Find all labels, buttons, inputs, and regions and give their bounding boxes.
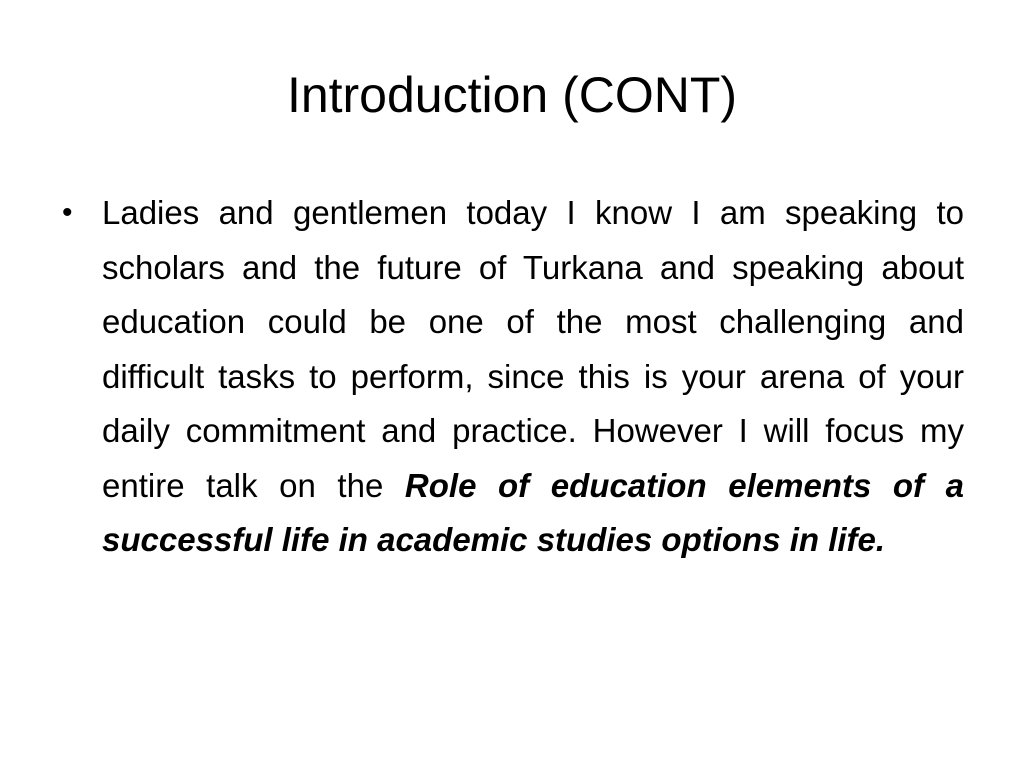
bullet-list bbox=[60, 186, 964, 568]
bullet-text: Ladies and gentlemen today I know I am speaking to scholars and the future of Turkana and speaking about education could be one of the most challenging and difficult tasks to perform, since this is your arena of your daily commitment and practice. However I will focus my entire talk on the bbox=[102, 194, 964, 504]
bullet-marker-icon: • bbox=[62, 196, 73, 229]
bullet-item bbox=[60, 186, 964, 568]
bullet-emphasis-text: Role of education elements of a successful life in academic studies options in life. bbox=[102, 466, 965, 558]
slide-title: Introduction (CONT) bbox=[286, 67, 738, 123]
